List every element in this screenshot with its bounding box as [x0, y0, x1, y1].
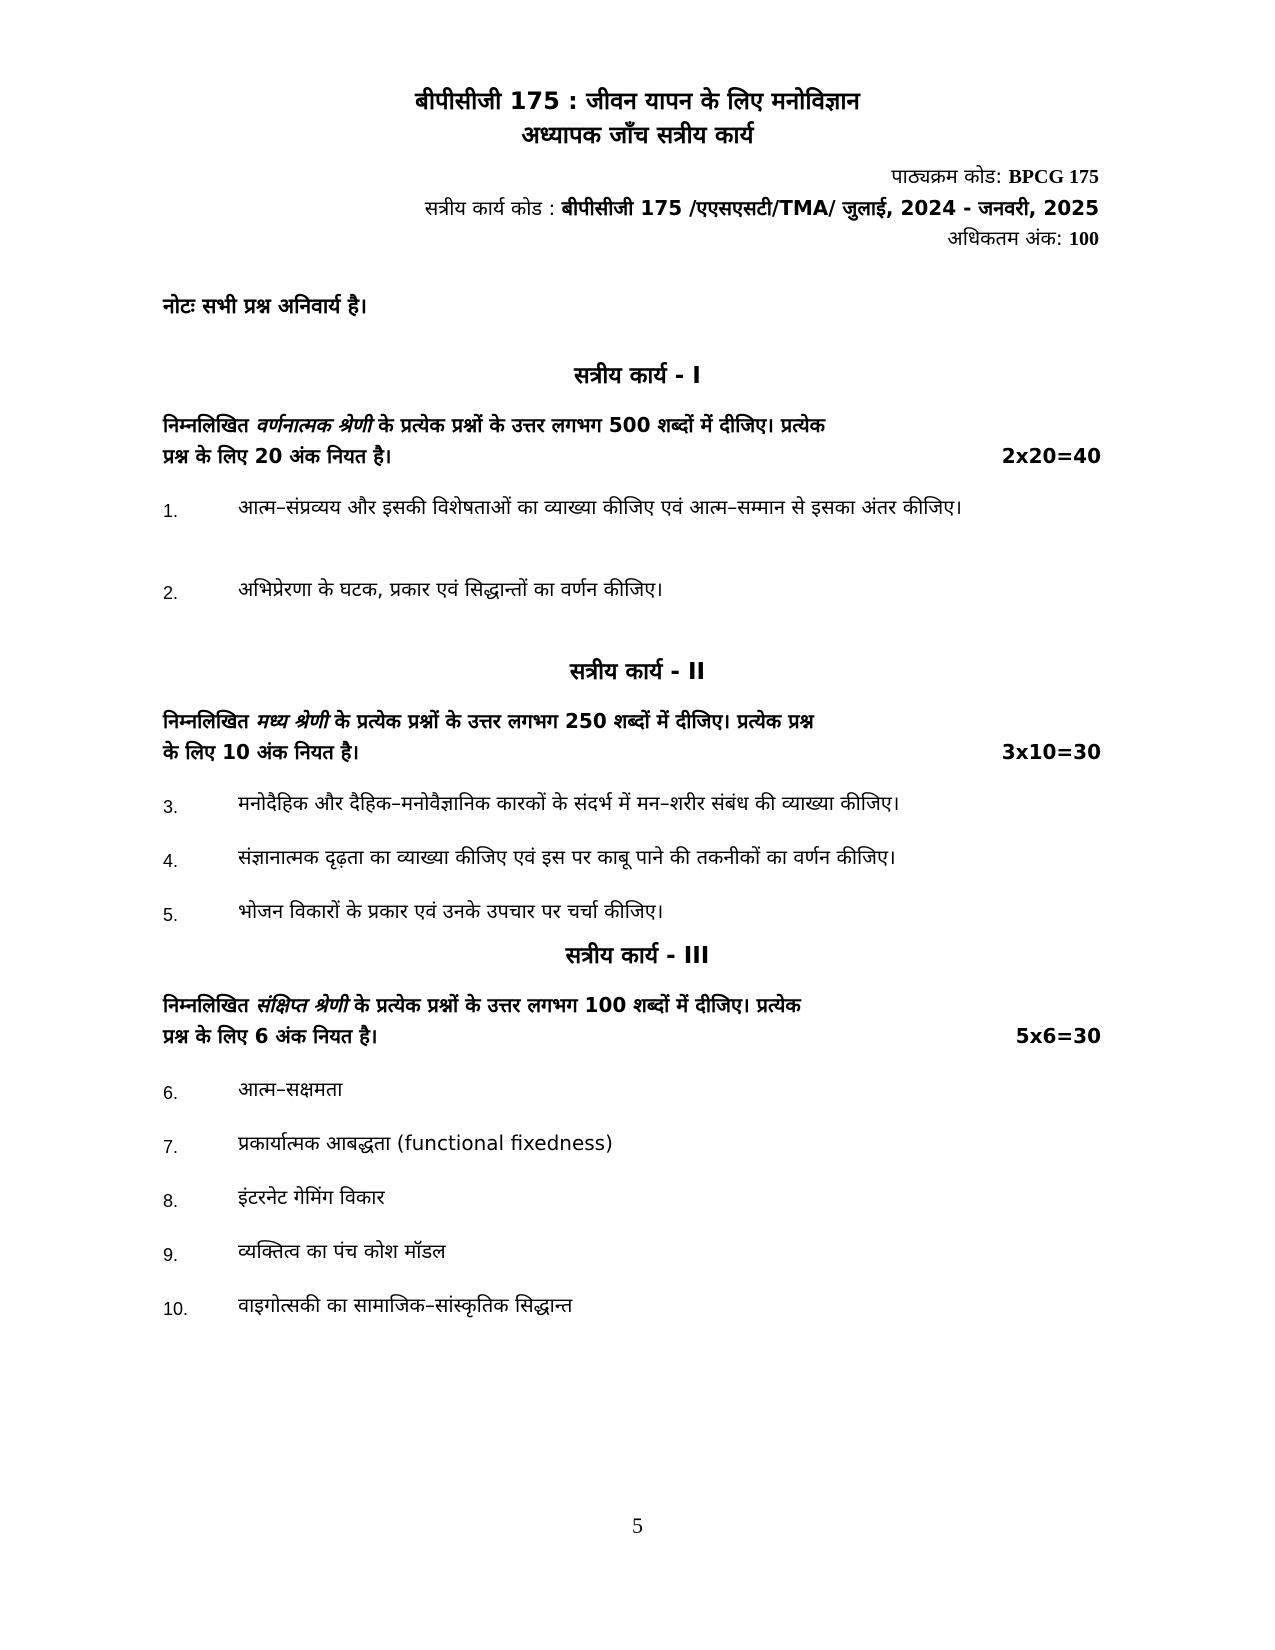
question-item — [163, 492, 1103, 526]
section-instructions — [163, 706, 1101, 768]
question-text: मनोदैहिक और दैहिक–मनोवैज्ञानिक कारकों के संदर्भ में मन–शरीर संबंध की व्याख्या कीजिए। — [238, 791, 900, 815]
question-number: 6. — [163, 1083, 179, 1103]
question-number: 4. — [163, 851, 179, 871]
section-instructions — [163, 990, 1101, 1052]
question-item — [163, 842, 1103, 876]
question-category: वर्णनात्मक श्रेणी — [255, 413, 372, 437]
question-number: 9. — [163, 1245, 179, 1265]
document-subtitle: अध्यापक जाँच सत्रीय कार्य — [521, 121, 754, 149]
question-item — [163, 788, 1103, 822]
max-marks: 100 — [1069, 228, 1099, 250]
question-item — [163, 1236, 1103, 1270]
instruction-line — [163, 1021, 1101, 1052]
assignment-code-line — [425, 194, 1099, 221]
question-item — [163, 1074, 1103, 1108]
max-marks-label: अधिकतम अंक: — [947, 226, 1063, 250]
section-instructions — [163, 410, 1101, 472]
course-code-line — [891, 162, 1099, 189]
max-marks-line — [947, 224, 1099, 251]
question-text: वाइगोत्सकी का सामाजिक–सांस्कृतिक सिद्धान्त — [238, 1293, 573, 1317]
question-text: भोजन विकारों के प्रकार एवं उनके उपचार पर चर्चा कीजिए। — [238, 899, 664, 923]
question-item — [163, 1128, 1103, 1162]
instruction-text: निम्नलिखित — [163, 993, 256, 1017]
instruction-text: के प्रत्येक प्रश्नों के उत्तर लगभग 250 शब्दों में दीजिए। प्रत्येक प्रश्न — [327, 709, 814, 733]
note: नोटः सभी प्रश्न अनिवार्य है। — [163, 294, 367, 318]
assignment-code-label: सत्रीय कार्य कोड : — [424, 196, 556, 220]
instruction-line — [163, 737, 1101, 768]
instruction-line — [163, 990, 1101, 1021]
question-item — [163, 896, 1103, 930]
section-marks: 2x20=40 — [1001, 444, 1101, 468]
question-category: संक्षिप्त श्रेणी — [255, 993, 348, 1017]
course-code-label: पाठ्यक्रम कोड: — [891, 164, 1003, 188]
question-text: आत्म–सक्षमता — [238, 1077, 343, 1101]
instruction-line — [163, 706, 1101, 737]
instruction-line — [163, 410, 1101, 441]
page-number: 5 — [632, 1513, 643, 1538]
question-text: इंटरनेट गेमिंग विकार — [238, 1185, 385, 1209]
question-number: 5. — [163, 905, 179, 925]
assignment-code: बीपीसीजी 175 /एएसएसटी/TMA/ जुलाई, 2024 - जनवरी, 2025 — [561, 196, 1099, 220]
question-item — [163, 1290, 1103, 1324]
question-number: 1. — [163, 501, 179, 521]
instruction-text: निम्नलिखित — [163, 413, 256, 437]
question-text: प्रकार्यात्मक आबद्धता (functional fixedness) — [238, 1131, 613, 1155]
question-text: व्यक्तित्व का पंच कोश मॉडल — [238, 1239, 446, 1263]
instruction-text: के प्रत्येक प्रश्नों के उत्तर लगभग 500 शब्दों में दीजिए। प्रत्येक — [371, 413, 825, 437]
question-text: संज्ञानात्मक दृढ़ता का व्याख्या कीजिए एवं इस पर काबू पाने की तकनीकों का वर्णन कीजिए। — [238, 845, 896, 869]
question-number: 2. — [163, 583, 179, 603]
question-number: 10. — [163, 1299, 189, 1319]
section-title: सत्रीय कार्य - II — [569, 659, 706, 685]
course-code: BPCG 175 — [1008, 166, 1099, 188]
question-number: 3. — [163, 797, 179, 817]
instruction-text: प्रश्न के लिए 20 अंक नियत है। — [163, 444, 392, 468]
question-item — [163, 1182, 1103, 1216]
question-item — [163, 574, 1103, 608]
question-text: आत्म–संप्रव्यय और इसकी विशेषताओं का व्याख्या कीजिए एवं आत्म–सम्मान से इसका अंतर कीजिए। — [238, 495, 962, 519]
question-text: अभिप्रेरणा के घटक, प्रकार एवं सिद्धान्तों का वर्णन कीजिए। — [238, 577, 663, 601]
instruction-line — [163, 441, 1101, 472]
section-marks: 5x6=30 — [1015, 1024, 1101, 1048]
section-title: सत्रीय कार्य - I — [574, 363, 701, 389]
document-title: बीपीसीजी 175 : जीवन यापन के लिए मनोविज्ञान — [415, 87, 860, 115]
instruction-text: के प्रत्येक प्रश्नों के उत्तर लगभग 100 शब्दों में दीजिए। प्रत्येक — [347, 993, 801, 1017]
question-number: 7. — [163, 1137, 179, 1157]
question-category: मध्य श्रेणी — [255, 709, 328, 733]
section-marks: 3x10=30 — [1001, 740, 1101, 764]
instruction-text: निम्नलिखित — [163, 709, 256, 733]
section-title: सत्रीय कार्य - III — [565, 943, 710, 969]
question-number: 8. — [163, 1191, 179, 1211]
instruction-text: प्रश्न के लिए 6 अंक नियत है। — [163, 1024, 378, 1048]
instruction-text: के लिए 10 अंक नियत है। — [163, 740, 359, 764]
